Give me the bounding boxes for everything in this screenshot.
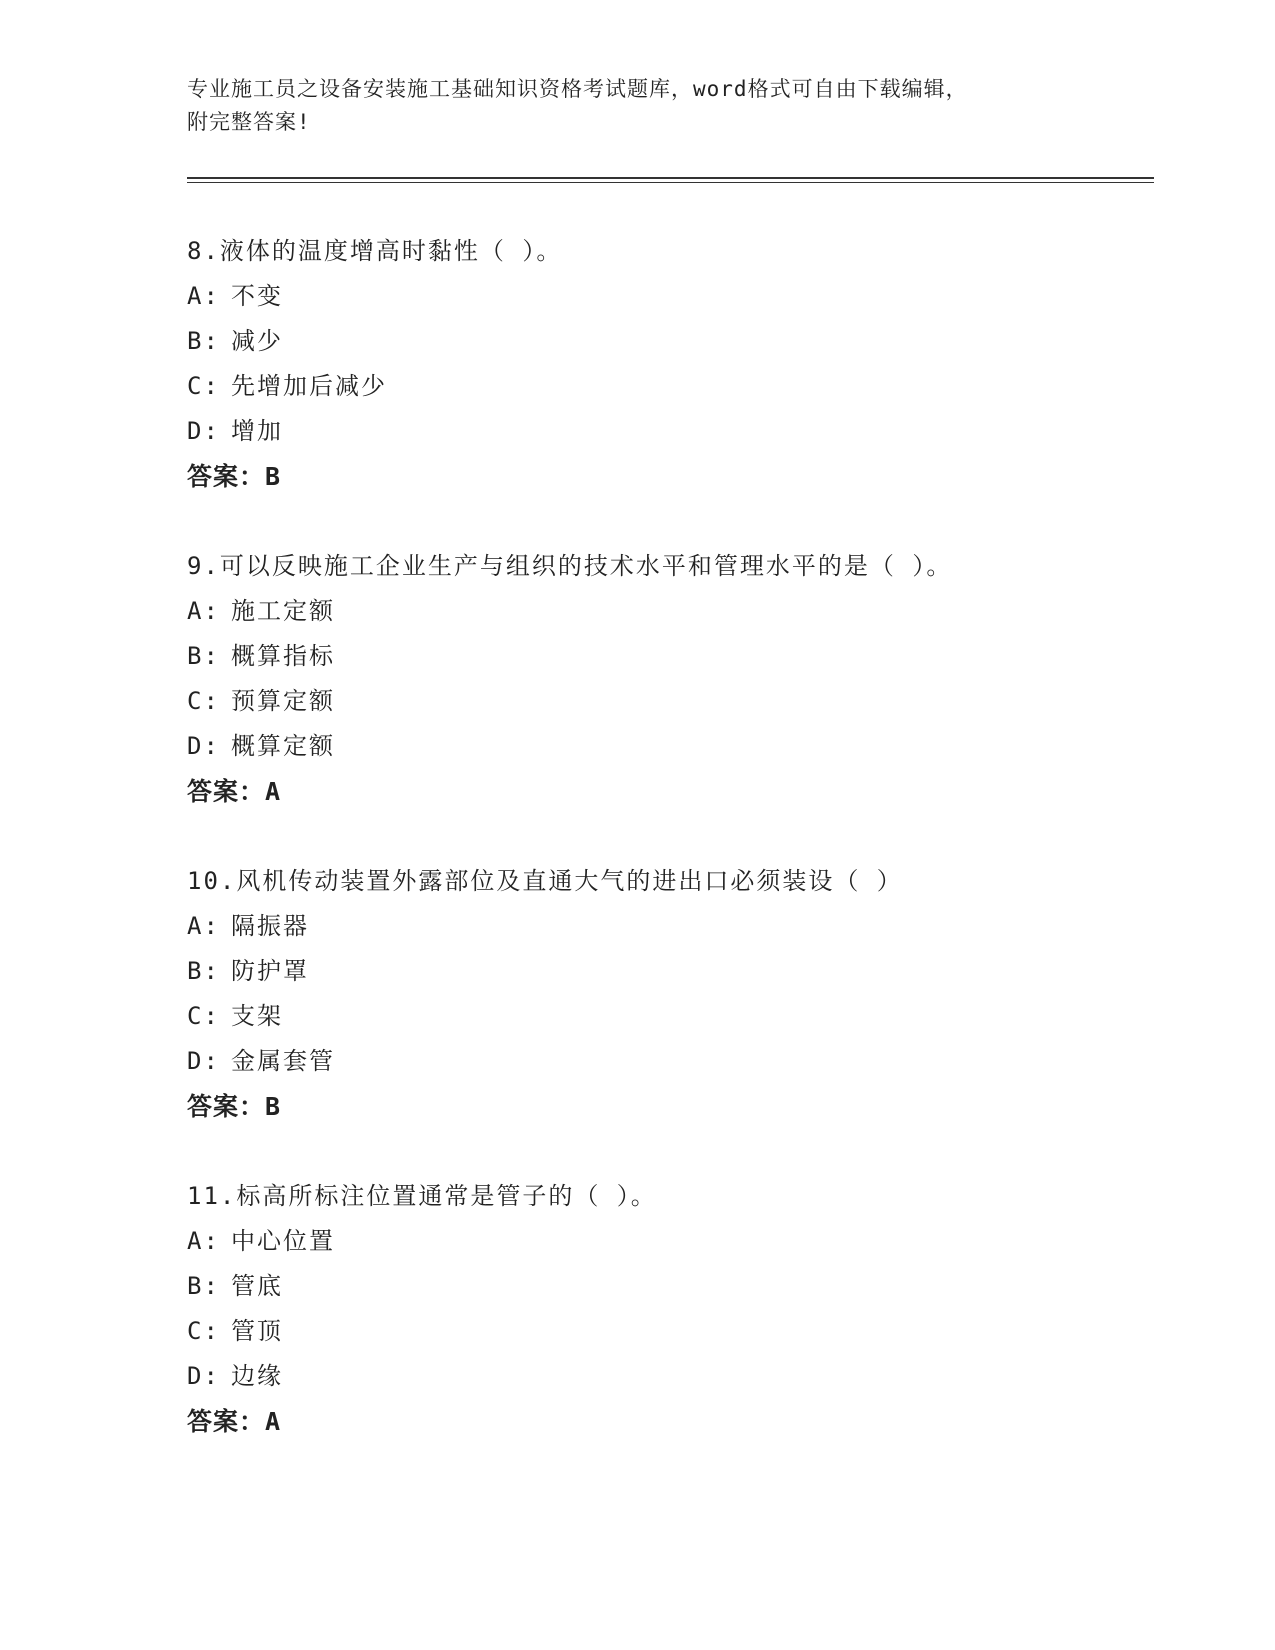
- option-text: 不变: [231, 282, 283, 310]
- question-11: [187, 1174, 1187, 1445]
- option-key: B:: [187, 1272, 220, 1300]
- question-stem: 11.标高所标注位置通常是管子的（ ）。: [187, 1182, 657, 1210]
- option-text: 增加: [231, 417, 283, 445]
- option-key: D:: [187, 732, 220, 760]
- header-line-2: 附完整答案!: [187, 110, 311, 134]
- option-key: D:: [187, 1362, 220, 1390]
- option-c: [187, 994, 1187, 1039]
- option-a: [187, 1219, 1187, 1264]
- question-stem: 10.风机传动装置外露部位及直通大气的进出口必须装设（ ）: [187, 867, 903, 895]
- option-text: 先增加后减少: [231, 372, 387, 400]
- option-b: [187, 949, 1187, 994]
- option-text: 管底: [231, 1272, 283, 1300]
- header-line-1: 专业施工员之设备安装施工基础知识资格考试题库，word格式可自由下载编辑，: [187, 77, 968, 101]
- option-key: A:: [187, 597, 220, 625]
- answer-line: 答案：B: [187, 1092, 282, 1121]
- option-d: [187, 724, 1187, 769]
- option-a: [187, 589, 1187, 634]
- option-b: [187, 1264, 1187, 1309]
- question-stem: 9.可以反映施工企业生产与组织的技术水平和管理水平的是（ ）。: [187, 552, 953, 580]
- option-text: 金属套管: [231, 1047, 335, 1075]
- option-key: C:: [187, 687, 220, 715]
- header-divider-secondary: [187, 182, 1154, 183]
- option-key: B:: [187, 957, 220, 985]
- option-key: C:: [187, 372, 220, 400]
- option-b: [187, 319, 1187, 364]
- option-text: 中心位置: [231, 1227, 335, 1255]
- option-text: 管顶: [231, 1317, 283, 1345]
- option-a: [187, 274, 1187, 319]
- option-c: [187, 364, 1187, 409]
- answer-line: 答案：A: [187, 777, 282, 806]
- option-b: [187, 634, 1187, 679]
- option-text: 施工定额: [231, 597, 335, 625]
- question-stem: 8.液体的温度增高时黏性（ ）。: [187, 237, 563, 265]
- option-d: [187, 1039, 1187, 1084]
- document-header: [187, 73, 1087, 139]
- option-text: 支架: [231, 1002, 283, 1030]
- question-9: [187, 544, 1187, 815]
- option-text: 预算定额: [231, 687, 335, 715]
- option-text: 概算指标: [231, 642, 335, 670]
- option-key: D:: [187, 417, 220, 445]
- option-key: A:: [187, 912, 220, 940]
- question-10: [187, 859, 1187, 1130]
- option-text: 减少: [231, 327, 283, 355]
- option-key: C:: [187, 1002, 220, 1030]
- option-key: A:: [187, 1227, 220, 1255]
- option-text: 概算定额: [231, 732, 335, 760]
- option-d: [187, 1354, 1187, 1399]
- question-8: [187, 229, 1187, 500]
- header-divider: [187, 177, 1154, 179]
- option-key: D:: [187, 1047, 220, 1075]
- option-key: B:: [187, 327, 220, 355]
- option-key: A:: [187, 282, 220, 310]
- option-text: 防护罩: [231, 957, 309, 985]
- option-a: [187, 904, 1187, 949]
- option-c: [187, 1309, 1187, 1354]
- option-key: B:: [187, 642, 220, 670]
- answer-line: 答案：B: [187, 462, 282, 491]
- option-key: C:: [187, 1317, 220, 1345]
- option-c: [187, 679, 1187, 724]
- option-text: 隔振器: [231, 912, 309, 940]
- answer-line: 答案：A: [187, 1407, 282, 1436]
- option-d: [187, 409, 1187, 454]
- option-text: 边缘: [231, 1362, 283, 1390]
